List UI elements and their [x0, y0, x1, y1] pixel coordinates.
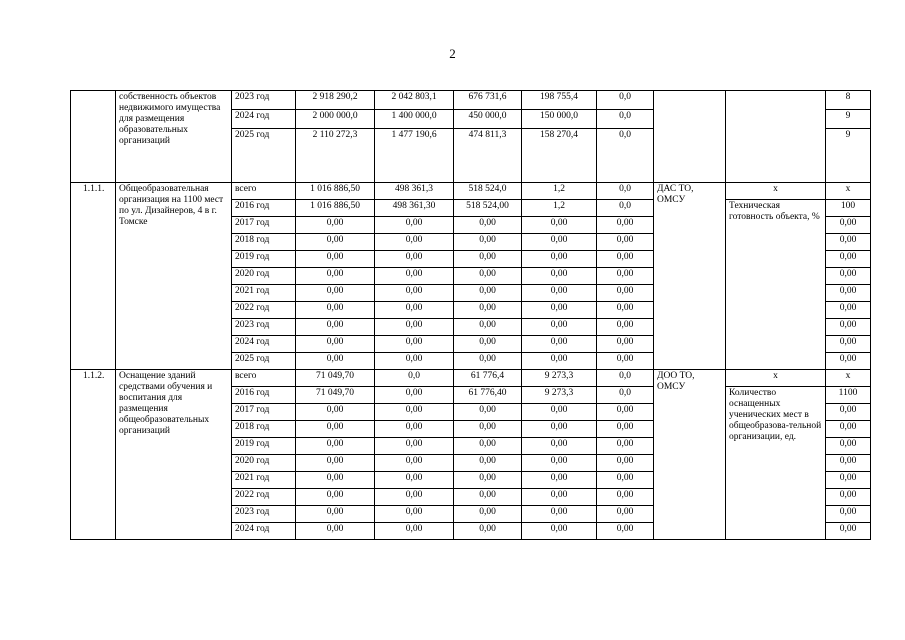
- amount-cell-other: 0,0: [597, 129, 654, 183]
- amount-cell-reg: 0,00: [454, 319, 522, 336]
- amount-cell-local: 1,2: [522, 183, 597, 200]
- amount-cell-local: 9 273,3: [522, 370, 597, 387]
- amount-cell-total: 0,00: [296, 268, 375, 285]
- amount-cell-local: 0,00: [522, 302, 597, 319]
- amount-cell-total: 0,00: [296, 472, 375, 489]
- period-cell: 2017 год: [232, 217, 296, 234]
- target-value-cell: 1100: [826, 387, 871, 404]
- period-cell: 2024 год: [232, 523, 296, 540]
- amount-cell-total: 2 000 000,0: [296, 110, 375, 129]
- period-cell: 2022 год: [232, 489, 296, 506]
- amount-cell-fed: 0,00: [375, 472, 454, 489]
- amount-cell-local: 0,00: [522, 472, 597, 489]
- amount-cell-other: 0,00: [597, 523, 654, 540]
- amount-cell-local: 0,00: [522, 268, 597, 285]
- executor-cell: ДОО ТО, ОМСУ: [654, 370, 726, 540]
- amount-cell-reg: 518 524,00: [454, 200, 522, 217]
- amount-cell-other: 0,00: [597, 472, 654, 489]
- amount-cell-local: 0,00: [522, 506, 597, 523]
- item-number-cell: 1.1.2.: [71, 370, 116, 540]
- amount-cell-fed: 0,00: [375, 506, 454, 523]
- amount-cell-other: 0,00: [597, 404, 654, 421]
- page-number: 2: [449, 46, 456, 61]
- amount-cell-total: 1 016 886,50: [296, 183, 375, 200]
- amount-cell-fed: 0,00: [375, 251, 454, 268]
- amount-cell-local: 0,00: [522, 217, 597, 234]
- program-table: [70, 90, 871, 540]
- amount-cell-reg: 0,00: [454, 421, 522, 438]
- period-cell: 2023 год: [232, 506, 296, 523]
- period-cell: всего: [232, 370, 296, 387]
- period-cell: 2021 год: [232, 285, 296, 302]
- amount-cell-total: 0,00: [296, 302, 375, 319]
- amount-cell-fed: 2 042 803,1: [375, 91, 454, 110]
- period-cell: всего: [232, 183, 296, 200]
- period-cell: 2024 год: [232, 336, 296, 353]
- amount-cell-local: 150 000,0: [522, 110, 597, 129]
- amount-cell-fed: 0,00: [375, 285, 454, 302]
- amount-cell-local: 0,00: [522, 336, 597, 353]
- target-value-cell: 0,00: [826, 404, 871, 421]
- amount-cell-local: 9 273,3: [522, 387, 597, 404]
- target-value-cell: 0,00: [826, 506, 871, 523]
- amount-cell-other: 0,00: [597, 251, 654, 268]
- amount-cell-reg: 0,00: [454, 472, 522, 489]
- amount-cell-reg: 450 000,0: [454, 110, 522, 129]
- amount-cell-reg: 0,00: [454, 506, 522, 523]
- target-value-cell: 0,00: [826, 234, 871, 251]
- period-cell: 2022 год: [232, 302, 296, 319]
- amount-cell-other: 0,00: [597, 285, 654, 302]
- amount-cell-fed: 0,00: [375, 438, 454, 455]
- indicator-name-cell: [726, 91, 826, 183]
- target-value-cell: 9: [826, 110, 871, 129]
- amount-cell-reg: 61 776,4: [454, 370, 522, 387]
- amount-cell-total: 0,00: [296, 319, 375, 336]
- amount-cell-reg: 0,00: [454, 217, 522, 234]
- target-value-cell: 100: [826, 200, 871, 217]
- target-value-cell: 0,00: [826, 455, 871, 472]
- amount-cell-local: 198 755,4: [522, 91, 597, 110]
- amount-cell-other: 0,00: [597, 336, 654, 353]
- amount-cell-total: 0,00: [296, 455, 375, 472]
- amount-cell-fed: 1 400 000,0: [375, 110, 454, 129]
- amount-cell-fed: 0,00: [375, 523, 454, 540]
- amount-cell-reg: 61 776,40: [454, 387, 522, 404]
- amount-cell-fed: 0,00: [375, 387, 454, 404]
- target-value-cell: 0,00: [826, 438, 871, 455]
- amount-cell-local: 0,00: [522, 319, 597, 336]
- amount-cell-reg: 0,00: [454, 489, 522, 506]
- period-cell: 2021 год: [232, 472, 296, 489]
- amount-cell-reg: 0,00: [454, 438, 522, 455]
- amount-cell-reg: 0,00: [454, 523, 522, 540]
- amount-cell-reg: 0,00: [454, 268, 522, 285]
- amount-cell-reg: 0,00: [454, 455, 522, 472]
- item-number-cell: [71, 91, 116, 183]
- amount-cell-total: 0,00: [296, 251, 375, 268]
- amount-cell-total: 0,00: [296, 285, 375, 302]
- table-row: [71, 183, 871, 200]
- amount-cell-local: 0,00: [522, 251, 597, 268]
- amount-cell-reg: 676 731,6: [454, 91, 522, 110]
- period-cell: 2020 год: [232, 455, 296, 472]
- amount-cell-fed: 0,00: [375, 455, 454, 472]
- amount-cell-local: 0,00: [522, 455, 597, 472]
- amount-cell-total: 0,00: [296, 336, 375, 353]
- period-cell: 2023 год: [232, 319, 296, 336]
- item-number-cell: 1.1.1.: [71, 183, 116, 370]
- amount-cell-reg: 0,00: [454, 404, 522, 421]
- amount-cell-total: 71 049,70: [296, 370, 375, 387]
- period-cell: 2025 год: [232, 353, 296, 370]
- target-value-cell: 0,00: [826, 217, 871, 234]
- amount-cell-total: 0,00: [296, 421, 375, 438]
- amount-cell-fed: 498 361,3: [375, 183, 454, 200]
- amount-cell-local: 0,00: [522, 523, 597, 540]
- amount-cell-other: 0,00: [597, 455, 654, 472]
- item-name-cell: собственность объектов недвижимого имущества для размещения образовательных организаций: [116, 91, 232, 183]
- amount-cell-reg: 0,00: [454, 336, 522, 353]
- amount-cell-fed: 0,00: [375, 489, 454, 506]
- amount-cell-other: 0,0: [597, 200, 654, 217]
- executor-cell: [654, 91, 726, 183]
- amount-cell-local: 0,00: [522, 353, 597, 370]
- target-value-cell: 8: [826, 91, 871, 110]
- period-cell: 2018 год: [232, 421, 296, 438]
- amount-cell-local: 158 270,4: [522, 129, 597, 183]
- amount-cell-other: 0,0: [597, 91, 654, 110]
- amount-cell-reg: 474 811,3: [454, 129, 522, 183]
- amount-cell-other: 0,00: [597, 217, 654, 234]
- amount-cell-local: 0,00: [522, 234, 597, 251]
- amount-cell-fed: 0,00: [375, 302, 454, 319]
- target-value-cell: 0,00: [826, 523, 871, 540]
- amount-cell-reg: 0,00: [454, 302, 522, 319]
- amount-cell-total: 0,00: [296, 523, 375, 540]
- amount-cell-other: 0,00: [597, 319, 654, 336]
- amount-cell-other: 0,00: [597, 302, 654, 319]
- target-value-cell: 0,00: [826, 489, 871, 506]
- period-cell: 2016 год: [232, 387, 296, 404]
- table-row: [71, 370, 871, 387]
- amount-cell-reg: 0,00: [454, 251, 522, 268]
- indicator-cell: x: [726, 183, 826, 200]
- amount-cell-other: 0,00: [597, 268, 654, 285]
- amount-cell-total: 2 110 272,3: [296, 129, 375, 183]
- amount-cell-local: 0,00: [522, 489, 597, 506]
- amount-cell-total: 0,00: [296, 489, 375, 506]
- amount-cell-fed: 0,00: [375, 319, 454, 336]
- amount-cell-reg: 0,00: [454, 234, 522, 251]
- target-value-cell: 9: [826, 129, 871, 183]
- target-value-cell: x: [826, 370, 871, 387]
- target-value-cell: 0,00: [826, 421, 871, 438]
- target-value-cell: 0,00: [826, 353, 871, 370]
- amount-cell-local: 0,00: [522, 285, 597, 302]
- period-cell: 2017 год: [232, 404, 296, 421]
- amount-cell-local: 0,00: [522, 438, 597, 455]
- item-name-cell: Общеобразовательная организация на 1100 мест по ул. Дизайнеров, 4 в г. Томске: [116, 183, 232, 370]
- target-value-cell: 0,00: [826, 472, 871, 489]
- amount-cell-fed: 0,00: [375, 217, 454, 234]
- amount-cell-total: 0,00: [296, 353, 375, 370]
- indicator-name-cell: Техническая готовность объекта, %: [726, 200, 826, 370]
- table-body: [71, 91, 871, 540]
- amount-cell-fed: 0,00: [375, 421, 454, 438]
- indicator-cell: x: [726, 370, 826, 387]
- amount-cell-other: 0,00: [597, 438, 654, 455]
- target-value-cell: 0,00: [826, 302, 871, 319]
- amount-cell-local: 0,00: [522, 421, 597, 438]
- amount-cell-fed: 498 361,30: [375, 200, 454, 217]
- period-cell: 2016 год: [232, 200, 296, 217]
- target-value-cell: 0,00: [826, 319, 871, 336]
- amount-cell-other: 0,00: [597, 353, 654, 370]
- indicator-name-cell: Количество оснащенных ученических мест в общеобразова-тельной организации, ед.: [726, 387, 826, 540]
- item-name-cell: Оснащение зданий средствами обучения и воспитания для размещения общеобразовательных организаций: [116, 370, 232, 540]
- period-cell: 2019 год: [232, 438, 296, 455]
- amount-cell-fed: 0,00: [375, 353, 454, 370]
- amount-cell-total: 0,00: [296, 506, 375, 523]
- amount-cell-local: 0,00: [522, 404, 597, 421]
- amount-cell-other: 0,00: [597, 234, 654, 251]
- amount-cell-total: 1 016 886,50: [296, 200, 375, 217]
- period-cell: 2025 год: [232, 129, 296, 183]
- amount-cell-fed: 0,00: [375, 268, 454, 285]
- amount-cell-fed: 0,00: [375, 336, 454, 353]
- target-value-cell: 0,00: [826, 268, 871, 285]
- table-row: [71, 91, 871, 110]
- amount-cell-reg: 518 524,0: [454, 183, 522, 200]
- amount-cell-other: 0,0: [597, 387, 654, 404]
- amount-cell-local: 1,2: [522, 200, 597, 217]
- amount-cell-fed: 0,00: [375, 234, 454, 251]
- amount-cell-other: 0,00: [597, 506, 654, 523]
- period-cell: 2023 год: [232, 91, 296, 110]
- period-cell: 2018 год: [232, 234, 296, 251]
- amount-cell-total: 0,00: [296, 234, 375, 251]
- amount-cell-total: 71 049,70: [296, 387, 375, 404]
- amount-cell-other: 0,0: [597, 110, 654, 129]
- amount-cell-total: 0,00: [296, 404, 375, 421]
- target-value-cell: 0,00: [826, 251, 871, 268]
- target-value-cell: x: [826, 183, 871, 200]
- amount-cell-other: 0,0: [597, 183, 654, 200]
- amount-cell-fed: 0,00: [375, 404, 454, 421]
- amount-cell-total: 0,00: [296, 438, 375, 455]
- amount-cell-other: 0,0: [597, 370, 654, 387]
- amount-cell-fed: 0,0: [375, 370, 454, 387]
- amount-cell-reg: 0,00: [454, 353, 522, 370]
- executor-cell: ДАС ТО, ОМСУ: [654, 183, 726, 370]
- target-value-cell: 0,00: [826, 336, 871, 353]
- period-cell: 2019 год: [232, 251, 296, 268]
- target-value-cell: 0,00: [826, 285, 871, 302]
- amount-cell-other: 0,00: [597, 489, 654, 506]
- period-cell: 2024 год: [232, 110, 296, 129]
- amount-cell-fed: 1 477 190,6: [375, 129, 454, 183]
- amount-cell-reg: 0,00: [454, 285, 522, 302]
- amount-cell-total: 2 918 290,2: [296, 91, 375, 110]
- amount-cell-total: 0,00: [296, 217, 375, 234]
- period-cell: 2020 год: [232, 268, 296, 285]
- amount-cell-other: 0,00: [597, 421, 654, 438]
